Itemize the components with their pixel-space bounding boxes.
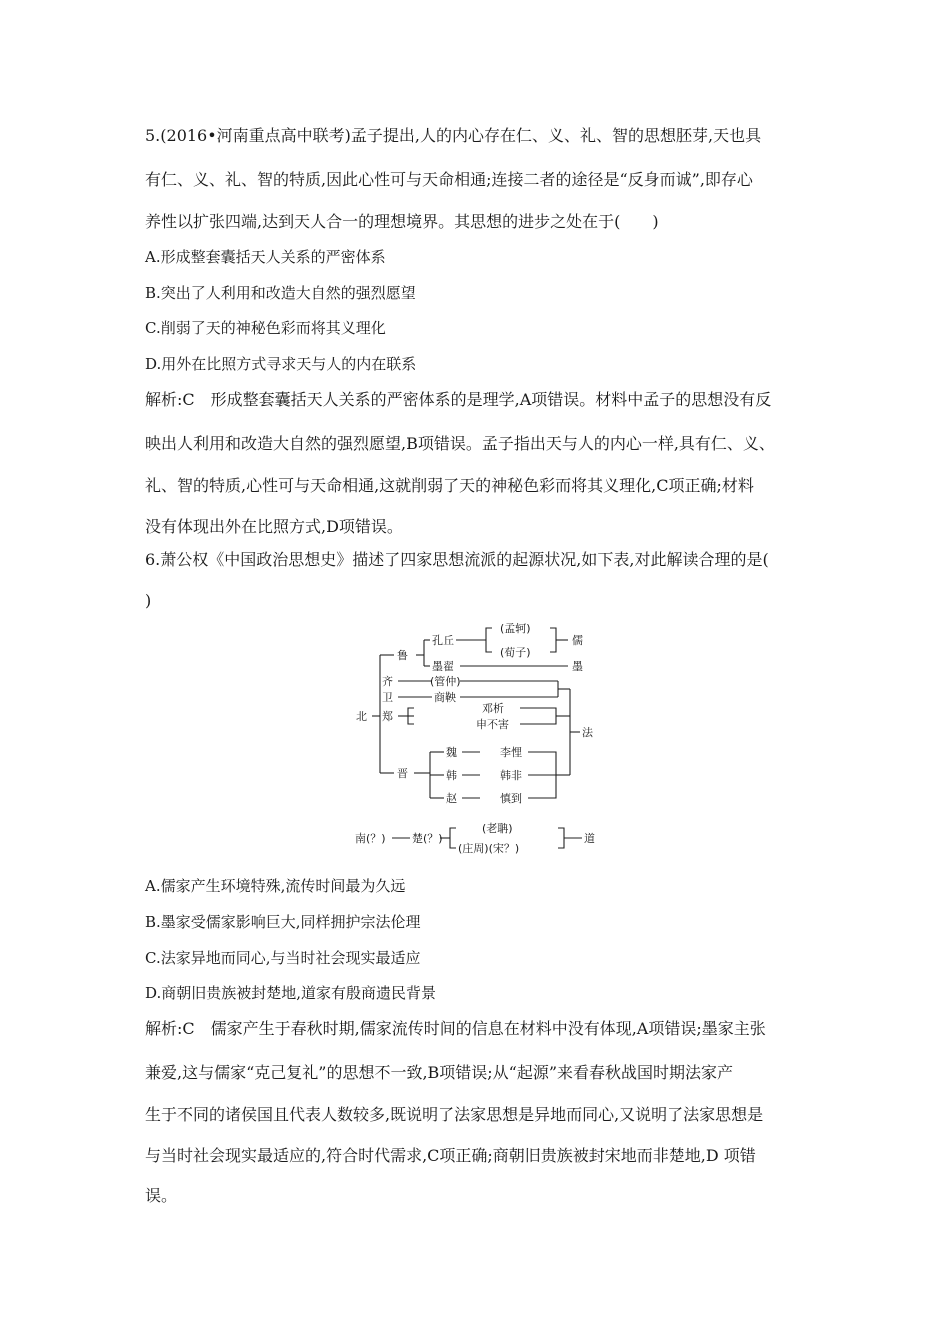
label-zhao: 赵	[446, 792, 457, 805]
q6-option-a: A.儒家产生环境特殊,流传时间最为久远	[145, 877, 406, 895]
q6-option-b: B.墨家受儒家影响巨大,同样拥护宗法伦理	[145, 913, 421, 931]
q5-analysis-line-3: 礼、智的特质,心性可与天命相通,这就削弱了天的神秘色彩而将其义理化,C项正确;材料	[145, 476, 754, 495]
q5-analysis-line-1: 解析:C 形成整套囊括天人关系的严密体系的是理学,A项错误。材料中孟子的思想没有反	[145, 390, 772, 409]
label-wei: 魏	[446, 746, 457, 759]
label-ru: 儒	[572, 634, 583, 647]
q6-option-c: C.法家异地而同心,与当时社会现实最适应	[145, 949, 421, 967]
label-dao: 道	[584, 832, 595, 845]
label-qi: 齐	[382, 675, 393, 688]
label-kongqiu: 孔丘	[432, 634, 454, 647]
q6-option-d: D.商朝旧贵族被封楚地,道家有殷商遗民背景	[145, 984, 437, 1002]
label-shendao: 慎到	[500, 792, 522, 805]
label-laodan: (老聃)	[482, 822, 513, 835]
label-nan: 南(？)	[355, 832, 386, 845]
label-han: 韩	[446, 769, 457, 782]
q5-stem-line-1: 5.(2016•河南重点高中联考)孟子提出,人的内心存在仁、义、礼、智的思想胚芽,天也具	[145, 126, 762, 145]
q5-stem-line-3: 养性以扩张四端,达到天人合一的理想境界。其思想的进步之处在于( )	[145, 212, 659, 231]
q6-analysis-line-1: 解析:C 儒家产生于春秋时期,儒家流传时间的信息在材料中没有体现,A项错误;墨家主张	[145, 1019, 766, 1038]
label-lu: 鲁	[397, 649, 408, 662]
q6-analysis-line-3: 生于不同的诸侯国且代表人数较多,既说明了法家思想是异地而同心,又说明了法家思想是	[145, 1105, 764, 1124]
label-chu: 楚(？)	[412, 832, 443, 845]
label-guanzhong: (管仲)	[430, 675, 461, 688]
label-zheng: 郑	[382, 710, 393, 723]
label-shenbuhai: 申不害	[476, 718, 509, 731]
q6-stem-line-1: 6.萧公权《中国政治思想史》描述了四家思想流派的起源状况,如下表,对此解读合理的是(	[145, 550, 769, 569]
label-wei-state: 卫	[382, 691, 393, 704]
label-bei: 北	[356, 710, 367, 723]
q6-analysis-line-2: 兼爱,这与儒家“克己复礼”的思想不一致,B项错误;从“起源”来看春秋战国时期法家产	[145, 1063, 734, 1082]
q5-option-d: D.用外在比照方式寻求天与人的内在联系	[145, 355, 417, 373]
q5-analysis-line-2: 映出人利用和改造大自然的强烈愿望,B项错误。孟子指出天与人的内心一样,具有仁、义、	[145, 434, 775, 453]
label-hanfei: 韩非	[500, 769, 522, 782]
label-likui: 李悝	[500, 746, 522, 759]
label-jin: 晋	[397, 767, 408, 780]
label-dengxi: 邓析	[482, 702, 504, 715]
q5-option-b: B.突出了人利用和改造大自然的强烈愿望	[145, 284, 416, 302]
label-mengke: (孟轲)	[500, 622, 531, 635]
q6-analysis-line-4: 与当时社会现实最适应的,符合时代需求,C项正确;商朝旧贵族被封宋地而非楚地,D 项错	[145, 1146, 756, 1165]
label-fa: 法	[582, 726, 593, 739]
schools-origin-diagram	[350, 612, 610, 857]
q5-stem-line-2: 有仁、义、礼、智的特质,因此心性可与天命相通;连接二者的途径是“反身而诚”,即存心	[145, 170, 753, 189]
label-modi: 墨翟	[432, 660, 454, 673]
label-xunzi: (荀子)	[500, 646, 531, 659]
q5-option-c: C.削弱了天的神秘色彩而将其义理化	[145, 319, 386, 337]
label-mo: 墨	[572, 660, 583, 673]
label-shangyang: 商鞅	[434, 691, 456, 704]
q5-analysis-line-4: 没有体现出外在比照方式,D项错误。	[145, 517, 403, 536]
q6-analysis-line-5: 误。	[145, 1186, 178, 1205]
q6-stem-line-2: )	[145, 591, 152, 610]
q5-option-a: A.形成整套囊括天人关系的严密体系	[145, 248, 386, 266]
label-zhuangzhou: (庄周)(宋？)	[458, 842, 520, 855]
